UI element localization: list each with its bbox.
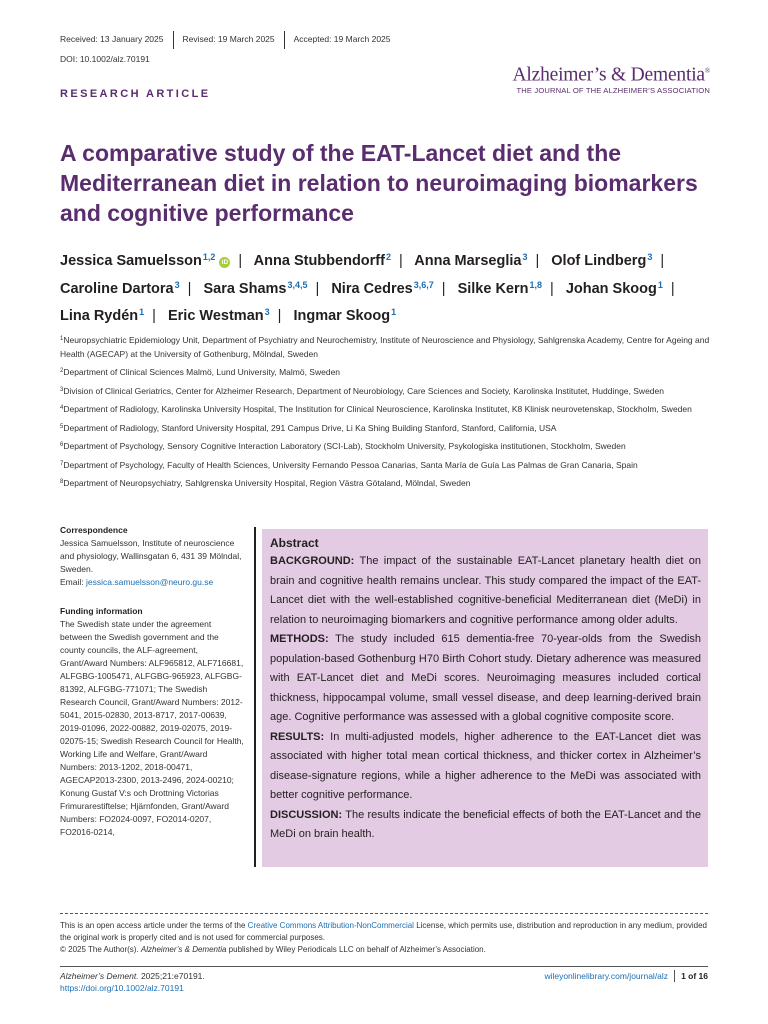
abstract-box: [262, 529, 708, 867]
author-affiliation-ref[interactable]: 3: [264, 307, 270, 317]
citation-journal: Alzheimer’s Dement.: [60, 971, 139, 981]
journal-subtitle: THE JOURNAL OF THE ALZHEIMER’S ASSOCIATION: [516, 85, 710, 95]
page-info: [544, 970, 708, 982]
author[interactable]: [168, 308, 270, 324]
author-affiliation-ref[interactable]: 3,4,5: [287, 279, 308, 290]
author-separator: |: [152, 308, 156, 324]
journal-logo: [513, 59, 710, 95]
correspondence-email-line: [60, 576, 245, 589]
abstract-discussion: [270, 806, 701, 845]
author[interactable]: [458, 281, 542, 297]
journal-name: [513, 59, 710, 88]
author[interactable]: [203, 281, 307, 297]
citation: [60, 970, 205, 994]
affiliation-item: [60, 402, 710, 417]
abstract-background: [270, 552, 701, 630]
affiliation-text: Department of Radiology, Stanford University Hospital, 291 Campus Drive, Li Ka Shing Building Stanford, Stanford, California, USA: [63, 422, 557, 433]
author[interactable]: [331, 281, 433, 297]
affiliation-number: 2: [60, 368, 64, 374]
correspondence-block: [60, 524, 245, 589]
orcid-icon[interactable]: iD: [219, 257, 230, 268]
author-affiliation-ref[interactable]: 3: [174, 279, 180, 290]
article-history: [60, 31, 400, 49]
email-label: Email:: [60, 577, 84, 587]
discussion-text: The results indicate the beneficial effects of both the EAT-Lancet and the MeDi on brain health.: [270, 808, 701, 840]
license-post: License, which permits use, distribution and reproduction in any medium, provided the original work is properly cited and is not used for commercial purposes.: [60, 921, 708, 942]
affiliation-item: [60, 476, 710, 491]
author-separator: |: [550, 280, 554, 297]
correspondence-heading: Correspondence: [60, 525, 128, 535]
citation-details: 2025;21:e70191.: [140, 971, 205, 981]
affiliation-text: Department of Psychology, Faculty of Health Sciences, University Fernando Pessoa Canarias, Santa María de Guía Las Palmas de Gran Canaria, Spain: [63, 459, 638, 470]
affiliation-number: 3: [60, 386, 64, 393]
results-label: RESULTS:: [270, 730, 325, 743]
author[interactable]: [551, 253, 652, 269]
author-affiliation-ref[interactable]: 1: [391, 307, 397, 317]
accepted-date: Accepted: 19 March 2025: [293, 34, 391, 44]
affiliation-item: [60, 439, 710, 454]
footer-divider: [60, 966, 708, 967]
author-name: Ingmar Skoog: [293, 308, 391, 324]
author-name: Olof Lindberg: [551, 253, 647, 269]
affiliation-number: 7: [60, 460, 64, 467]
author-affiliation-ref[interactable]: 2: [385, 252, 391, 262]
citation-doi-link[interactable]: https://doi.org/10.1002/alz.70191: [60, 983, 184, 993]
sidebar: [60, 524, 245, 855]
author-name: Jessica Samuelsson: [60, 253, 202, 269]
journal-name-text: Alzheimer’s & Dementia: [512, 64, 705, 86]
author[interactable]: [60, 308, 144, 324]
article-title: A comparative study of the EAT-Lancet diet and the Mediterranean diet in relation to neuroimaging biomarkers and cognitive performance: [60, 140, 698, 226]
author-name: Anna Stubbendorff: [253, 253, 385, 269]
author-affiliation-ref[interactable]: 1: [657, 279, 663, 290]
author[interactable]: [60, 281, 180, 297]
article-type: RESEARCH ARTICLE: [60, 88, 211, 100]
funding-heading: Funding information: [60, 606, 143, 616]
license-link[interactable]: Creative Commons Attribution-NonCommercial: [247, 921, 414, 930]
abstract-methods: [270, 630, 701, 728]
revised-date: Revised: 19 March 2025: [182, 34, 275, 44]
author-affiliation-ref[interactable]: 1: [139, 307, 145, 317]
affiliation-item: [60, 365, 710, 380]
author-separator: |: [535, 253, 540, 269]
affiliation-list: [60, 333, 710, 495]
author-affiliation-ref[interactable]: 3: [647, 252, 653, 262]
author[interactable]: [254, 253, 391, 269]
affiliation-item: [60, 421, 710, 436]
author-separator: |: [398, 253, 403, 269]
author[interactable]: [60, 253, 230, 269]
results-text: In multi-adjusted models, higher adherence to the EAT-Lancet diet was associated with higher total mean cortical thickness, and thicker cortex in Alzheimer’s disease-signature regions, while a higher adherence to the MeDi was associated with better cognitive performance.: [270, 730, 701, 801]
author-affiliation-ref[interactable]: 1,8: [529, 279, 543, 290]
affiliation-item: [60, 333, 710, 361]
abstract-divider: [254, 527, 256, 867]
author-separator: |: [238, 253, 243, 269]
affiliation-text: Department of Clinical Sciences Malmö, Lund University, Malmö, Sweden: [63, 367, 341, 377]
background-label: BACKGROUND:: [270, 555, 355, 567]
affiliation-text: Department of Radiology, Karolinska University Hospital, The Institution for Clinical Neuroscience, Karolinska Institutet, K8 Klinisk neurovetenskap, Stockholm, Sweden: [63, 404, 692, 414]
author-name: Anna Marseglia: [414, 253, 522, 269]
copyright-journal: Alzheimer’s & Dementia: [140, 945, 227, 954]
copyright-post: published by Wiley Periodicals LLC on behalf of Alzheimer’s Association.: [228, 945, 486, 954]
affiliation-text: Division of Clinical Geriatrics, Center for Alzheimer Research, Department of Neurobiology, Care Sciences and Society, Karolinska Institutet, Huddinge, Sweden: [63, 385, 664, 396]
affiliation-number: 1: [60, 336, 64, 342]
author-name: Silke Kern: [457, 280, 529, 297]
author-affiliation-ref[interactable]: 1,2: [202, 252, 216, 262]
email-link[interactable]: jessica.samuelsson@neuro.gu.se: [86, 577, 214, 587]
author-list: [60, 246, 720, 329]
page-number: 1 of 16: [681, 971, 708, 981]
methods-label: METHODS:: [270, 633, 329, 645]
divider: [674, 970, 675, 982]
license-text: [60, 920, 712, 956]
abstract-heading: Abstract: [270, 536, 319, 550]
trademark-icon: ®: [704, 67, 710, 75]
author[interactable]: [566, 281, 663, 297]
author-name: Lina Rydén: [60, 308, 139, 324]
author-separator: |: [277, 308, 282, 324]
author-name: Sara Shams: [203, 280, 287, 297]
doi[interactable]: DOI: 10.1002/alz.70191: [60, 54, 150, 64]
methods-text: The study included 615 dementia-free 70-year-olds from the Swedish population-based Gothenburg H70 Birth Cohort study. Dietary adherence was measured with EAT-Lancet diet and MeDi scores. Neuroimaging measures included cortical thickness, hippocampal volume, small vessel disease, and deep learning-derived brain age. Cognitive performance was assessed with a global cognitive composite score.: [270, 633, 702, 723]
affiliation-number: 6: [60, 442, 64, 448]
received-date: Received: 13 January 2025: [60, 34, 164, 44]
author-separator: |: [315, 280, 320, 297]
correspondence-text: Jessica Samuelsson, Institute of neuroscience and physiology, Wallinsgatan 6, 431 39 Mölndal, Sweden.: [60, 538, 242, 574]
author-separator: |: [670, 280, 675, 297]
author-name: Eric Westman: [167, 308, 264, 324]
funding-text: The Swedish state under the agreement between the Swedish government and the county councils, the ALF-agreement, Grant/Award Numbers: ALF965812, ALF716681, ALFGBG-1005471, ALFGBG-965923, ALFGBG-81392, ALFGBG-771071; The Swedish Research Council, Grant/Award Numbers: 2012-5041, 2015-02830, 2013-8717, 2017-00639, 2019-01096, 2022-00882, 2019-02075, 2019-02075-15; Swedish Research Council for Health, Working Life and Welfare, Grant/Award Numbers: 2013-1202, 2018-00471, AGECAP2013-2300, 2013-2496, 2024-00210; Konung Gustaf V:s och Drottning Victorias Frimurarestiftelse; Hjärnfonden, Grant/Award Numbers: FO2024-0097, FO2014-0207, FO2016-0214,: [60, 619, 244, 837]
affiliation-number: 5: [60, 423, 64, 430]
affiliation-item: [60, 458, 710, 473]
abstract-results: [270, 728, 701, 806]
author[interactable]: [414, 253, 527, 269]
funding-block: [60, 605, 245, 839]
affiliation-number: 4: [60, 405, 64, 411]
discussion-label: DISCUSSION:: [270, 808, 343, 821]
affiliation-text: Department of Psychology, Sensory Cognitive Interaction Laboratory (SCI-Lab), Stockholm University, Psykologiska institutionen, Stockholm, Sweden: [63, 441, 626, 451]
author-name: Johan Skoog: [565, 280, 657, 297]
license-divider: [60, 913, 708, 914]
license-pre: This is an open access article under the terms of the: [60, 921, 246, 930]
author-name: Caroline Dartora: [60, 280, 174, 297]
author-affiliation-ref[interactable]: 3,6,7: [413, 279, 434, 290]
author[interactable]: [293, 308, 396, 324]
author-affiliation-ref[interactable]: 3: [522, 252, 528, 262]
author-separator: |: [660, 253, 665, 269]
affiliation-item: [60, 384, 710, 399]
author-separator: |: [441, 280, 446, 297]
author-separator: |: [187, 280, 192, 297]
journal-site-link[interactable]: wileyonlinelibrary.com/journal/alz: [544, 971, 669, 981]
affiliation-text: Neuropsychiatric Epidemiology Unit, Department of Psychiatry and Neurochemistry, Institute of Neuroscience and Physiology, Sahlgrenska Academy, Centre for Ageing and Health (AGECAP) at the University of Gothenburg, Mölndal, Sweden: [60, 335, 710, 359]
affiliation-text: Department of Neuropsychiatry, Sahlgrenska University Hospital, Region Västra Götaland, Mölndal, Sweden: [63, 478, 471, 488]
background-text: The impact of the sustainable EAT-Lancet planetary health diet on brain and cognitive health remains unclear. This study compared the impact of the EAT-Lancet diet with the well-established cognitive-beneficial Mediterranean diet (MeDi) in relation to neuroimaging biomarkers and cognitive performance among older adults.: [270, 555, 701, 626]
copyright-pre: © 2025 The Author(s).: [60, 945, 139, 954]
author-name: Nira Cedres: [331, 280, 413, 297]
affiliation-number: 8: [60, 479, 64, 485]
